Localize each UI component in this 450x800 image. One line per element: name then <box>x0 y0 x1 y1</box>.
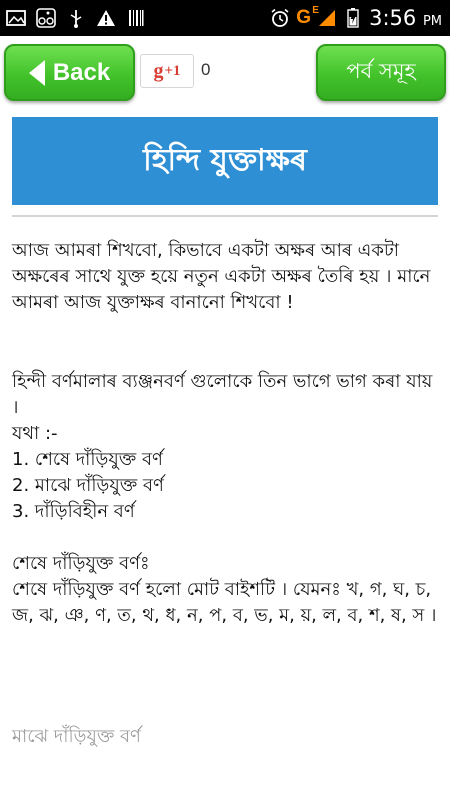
plus-one-label: +1 <box>164 62 181 79</box>
google-plus-one-button[interactable] <box>140 54 194 88</box>
notification-icons <box>6 6 146 30</box>
usb-icon <box>66 8 86 28</box>
list-item: 3. দাঁড়িবিহীন বৰ্ণ <box>12 501 135 522</box>
network-type-indicator: G E <box>296 5 319 28</box>
barcode-icon <box>126 8 146 28</box>
image-icon <box>6 8 26 28</box>
warning-icon <box>96 8 116 28</box>
list-item: 1. শেষে দাঁড়িযুক্ত বৰ্ণ <box>12 449 163 470</box>
back-arrow-icon <box>29 60 45 86</box>
battery-icon <box>343 8 363 28</box>
lesson-content <box>12 238 442 629</box>
title-banner <box>12 117 438 205</box>
status-bar <box>0 0 450 36</box>
episodes-button[interactable] <box>316 44 446 101</box>
intro-paragraph: আজ আমৰা শিখবো, কিভাবে একটা অক্ষৰ আৰ একটা অক্ষৰেৰ সাথে যুক্ত হয়ে নতুন একটা অক্ষৰ তৈৰি হয় । মানে আমৰা আজ যুক্তাক্ষৰ বানানো শিখবো ! <box>12 240 431 313</box>
back-button[interactable] <box>4 44 135 101</box>
toolbar <box>0 36 450 106</box>
list-item: 2. মাঝে দাঁড়িযুক্ত বৰ্ণ <box>12 475 164 496</box>
plus-one-count: 0 <box>201 60 211 79</box>
yatha-label: যথা :- <box>12 423 58 444</box>
section-heading: শেষে দাঁড়িযুক্ত বৰ্ণঃ <box>12 553 150 574</box>
page-title: হিন্দি যুক্তাক্ষৰ <box>143 142 307 178</box>
spacer <box>12 525 442 551</box>
alarm-icon <box>270 8 290 28</box>
classification-paragraph: হিন্দী বৰ্ণমালাৰ ব্যঞ্জনবৰ্ণ গুলোকে তিন ভাগে ভাগ কৰা যায় । <box>12 371 433 418</box>
clock: 3:56 PM <box>369 6 442 30</box>
cutoff-heading: মাঝে দাঁড়িযুক্ত বৰ্ণ <box>12 726 141 747</box>
episodes-label: পৰ্ব সমূহ <box>346 59 416 83</box>
system-icons <box>270 4 442 32</box>
section-paragraph: শেষে দাঁড়িযুক্ত বৰ্ণ হলো মোট বাইশটি । যেমনঃ খ, গ, ঘ, চ, জ, ঝ, ঞ, ণ, ত, থ, ধ, ন, প, ব, ভ, ম, য়, ল, ব, শ, ষ, স । <box>12 579 437 626</box>
google-plus-icon: g <box>153 59 164 82</box>
signal-icon <box>317 8 337 28</box>
back-label: Back <box>52 58 111 86</box>
spacer <box>12 316 442 369</box>
divider <box>12 215 438 217</box>
cycling-icon <box>36 8 56 28</box>
